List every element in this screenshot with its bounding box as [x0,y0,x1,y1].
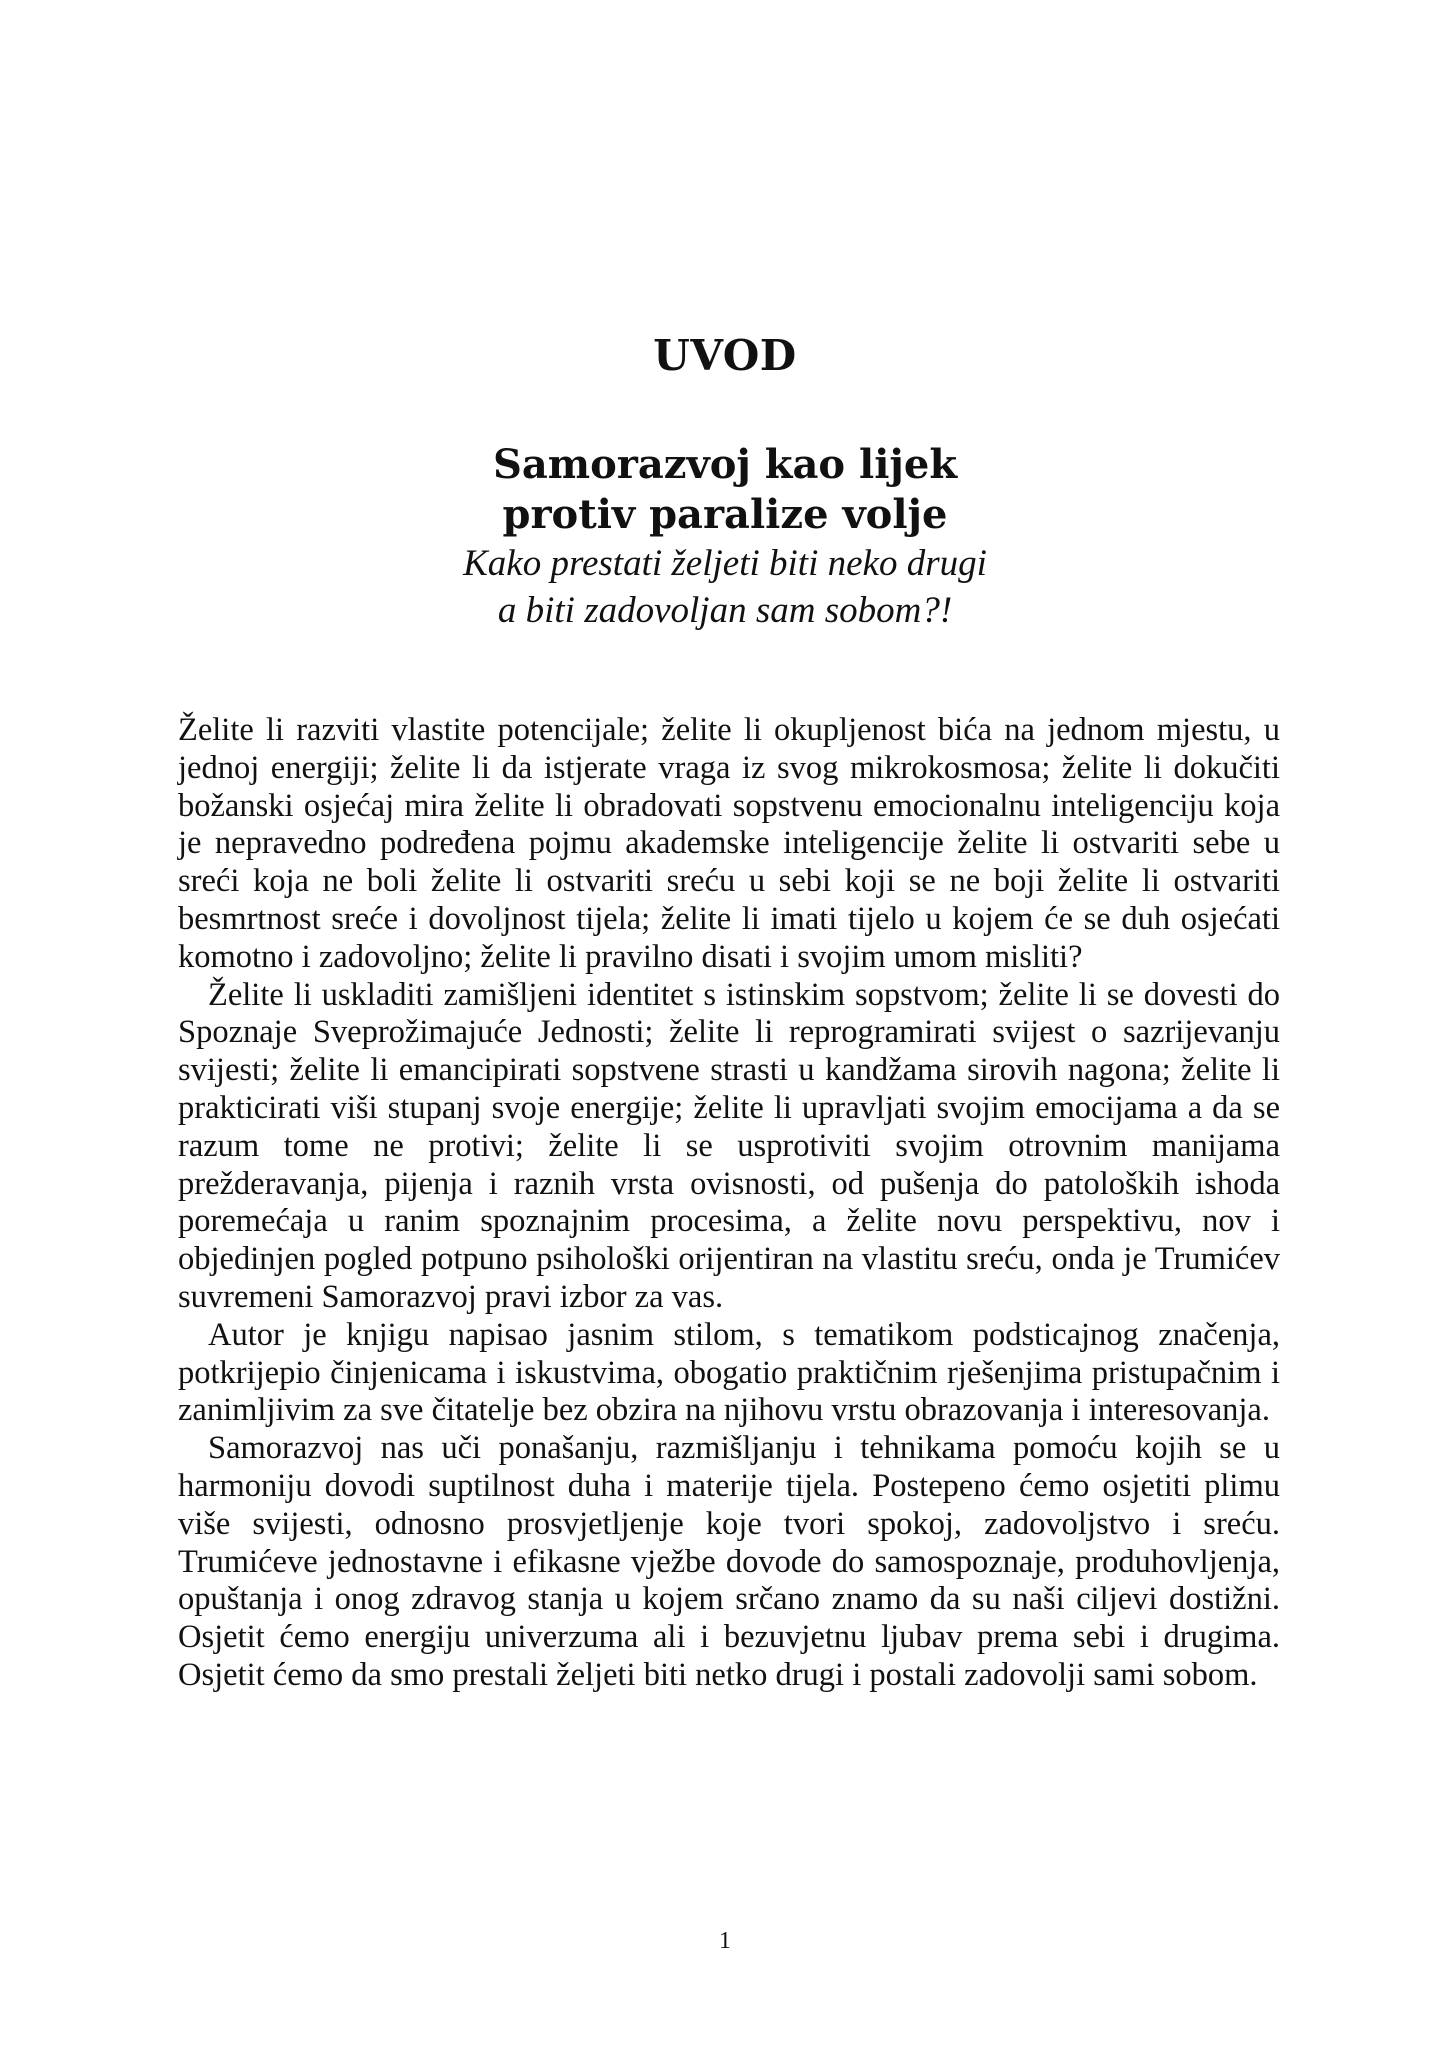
paragraph-1: Želite li razviti vlastite potencijale; želite li okupljenost bića na jednom mjestu, u jednoj energiji; želite li da istjerate vraga iz svog mikrokosmosa; želite li dokučiti božanski osjećaj mira želite li obradovati sopstvenu emocionalnu inteligenciju koja je nepravedno podređena pojmu akademske inteligencije želite li ostvariti sebe u sreći koja ne boli želite li ostvariti sreću u sebi koji se ne boji želite li ostvariti besmrtnost sreće i dovoljnost tijela; želite li imati tijelo u kojem će se duh osjećati komotno i zadovoljno; želite li pravilno disati i svojim umom misliti? [178,712,1280,975]
body-text [178,712,1280,1695]
chapter-title: UVOD [653,331,797,380]
main-title-line-2: protiv paralize volje [502,491,948,538]
page-number: 1 [719,1928,731,1954]
paragraph-3: Autor je knjigu napisao jasnim stilom, s tematikom podsticajnog značenja, potkrijepio činjenicama i iskustvima, obogatio praktičnim rješenjima pristupačnim i zanimljivim za sve čitatelje bez obzira na njihovu vrstu obrazovanja i interesovanja. [178,1316,1280,1429]
main-title-line-1: Samorazvoj kao lijek [492,441,958,488]
subtitle-line-2: a biti zadovoljan sam sobom?! [497,590,953,631]
title-block [0,440,1450,634]
subtitle-line-1: Kako prestati željeti biti neko drugi [463,543,987,584]
paragraph-4: Samorazvoj nas uči ponašanju, razmišljanju i tehnikama pomoću kojih se u harmoniju dovodi suptilnost duha i materije tijela. Postepeno ćemo osjetiti plimu više svijesti, odnosno prosvjetljenje koje tvori spokoj, zadovoljstvo i sreću. Trumićeve jednostavne i efikasne vježbe dovode do samospoznaje, produhovljenja, opuštanja i onog zdravog stanja u kojem srčano znamo da su naši ciljevi dostižni. Osjetit ćemo energiju univerzuma ali i bezuvjetnu ljubav prema sebi i drugima. Osjetit ćemo da smo prestali željeti biti netko drugi i postali zadovolji sami sobom. [178,1430,1280,1693]
paragraph-2: Želite li uskladiti zamišljeni identitet s istinskim sopstvom; želite li se dovesti do Spoznaje Sveprožimajuće Jednosti; želite li reprogramirati svijest o sazrijevanju svijesti; želite li emancipirati sopstvene strasti u kandžama sirovih nagona; želite li prakticirati viši stupanj svoje energije; želite li upravljati svojim emocijama a da se razum tome ne protivi; želite li se usprotiviti svojim otrovnim manijama prežderavanja, pijenja i raznih vrsta ovisnosti, od pušenja do patoloških ishoda poremećaja u ranim spoznajnim procesima, a želite novu perspektivu, nov i objedinjen pogled potpuno psihološki orijentiran na vlastitu sreću, onda je Trumićev suvremeni Samorazvoj pravi izbor za vas. [178,976,1280,1315]
